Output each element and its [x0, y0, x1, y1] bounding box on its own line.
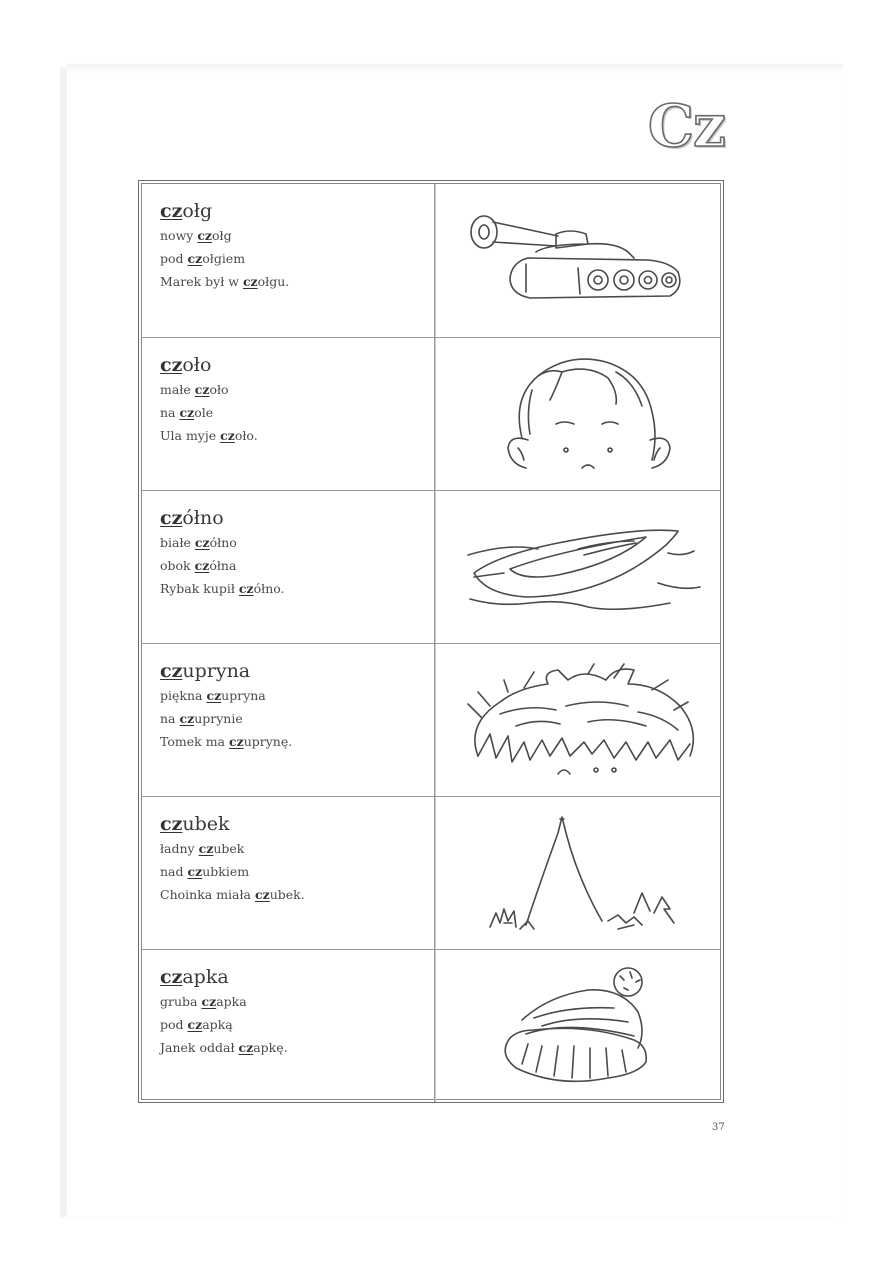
word-title — [160, 505, 428, 531]
word-row — [142, 490, 720, 643]
phrase-text: ołgiem — [202, 251, 246, 266]
phrase-highlight: cz — [187, 864, 203, 879]
phrase-line — [160, 883, 428, 906]
column-divider — [434, 950, 436, 1102]
column-divider — [434, 644, 436, 796]
canoe-icon — [438, 491, 722, 642]
word-title-rest: apka — [182, 966, 229, 988]
phrase-text: ubek. — [269, 887, 305, 902]
phrase-text: gruba — [160, 994, 202, 1009]
word-row — [142, 337, 720, 490]
phrase-text: Choinka miała — [160, 887, 255, 902]
word-title — [160, 811, 428, 837]
phrase-line — [160, 990, 428, 1013]
phrase-line — [160, 730, 428, 753]
letter-heading: Cz — [647, 92, 725, 160]
phrase-highlight: cz — [179, 405, 195, 420]
phrase-highlight: cz — [197, 228, 213, 243]
picture-cell — [438, 950, 722, 1102]
phrase-text: uprynę. — [243, 734, 293, 749]
phrase-text: Ula myje — [160, 428, 221, 443]
phrase-line — [160, 424, 428, 447]
column-divider — [434, 184, 436, 337]
phrase-text: białe — [160, 535, 195, 550]
page-top-shadow — [67, 64, 843, 74]
phrase-text: Janek oddał — [160, 1040, 239, 1055]
phrase-text: apką — [202, 1017, 233, 1032]
word-text-cell — [160, 352, 428, 447]
phrase-line — [160, 860, 428, 883]
word-title-highlight: cz — [160, 200, 183, 222]
phrase-text: ółno — [209, 535, 237, 550]
hair-tuft-icon — [438, 644, 722, 795]
picture-cell — [438, 184, 722, 337]
phrase-highlight: cz — [187, 1017, 203, 1032]
phrase-highlight: cz — [242, 274, 258, 289]
word-row — [142, 796, 720, 949]
word-text-cell — [160, 964, 428, 1059]
word-title — [160, 198, 428, 224]
phrase-text: pod — [160, 251, 188, 266]
phrase-text: nad — [160, 864, 188, 879]
word-title — [160, 352, 428, 378]
phrase-line — [160, 554, 428, 577]
phrase-highlight: cz — [201, 994, 217, 1009]
phrase-text: ółna — [209, 558, 237, 573]
word-title-rest: ółno — [182, 507, 224, 529]
word-row — [142, 184, 720, 337]
phrase-text: ubek — [213, 841, 245, 856]
column-divider — [434, 797, 436, 949]
phrase-text: obok — [160, 558, 195, 573]
word-title-highlight: cz — [160, 507, 183, 529]
phrase-line — [160, 837, 428, 860]
phrase-text: ole — [194, 405, 214, 420]
word-text-cell — [160, 198, 428, 293]
word-title-highlight: cz — [160, 813, 183, 835]
picture-cell — [438, 644, 722, 796]
phrase-line — [160, 1013, 428, 1036]
treetop-icon — [438, 797, 722, 948]
column-divider — [434, 491, 436, 643]
phrase-line — [160, 707, 428, 730]
word-table-inner — [141, 183, 721, 1100]
word-title-highlight: cz — [160, 966, 183, 988]
phrase-line — [160, 224, 428, 247]
phrase-line — [160, 684, 428, 707]
tank-icon — [438, 184, 722, 335]
picture-cell — [438, 491, 722, 643]
column-divider — [434, 338, 436, 490]
page-number: 37 — [712, 1122, 725, 1133]
word-row — [142, 949, 720, 1102]
word-text-cell — [160, 505, 428, 600]
phrase-highlight: cz — [194, 558, 210, 573]
phrase-text: ubkiem — [202, 864, 250, 879]
phrase-text: ołg — [212, 228, 232, 243]
phrase-highlight: cz — [238, 581, 254, 596]
word-title-highlight: cz — [160, 354, 183, 376]
phrase-highlight: cz — [254, 887, 270, 902]
winter-hat-icon — [438, 950, 722, 1101]
word-title-rest: ubek — [182, 813, 230, 835]
phrase-text: pod — [160, 1017, 188, 1032]
phrase-line — [160, 270, 428, 293]
phrase-text: Rybak kupił — [160, 581, 239, 596]
picture-cell — [438, 338, 722, 490]
word-title — [160, 964, 428, 990]
phrase-highlight: cz — [194, 535, 210, 550]
phrase-text: piękna — [160, 688, 207, 703]
phrase-text: ółno. — [253, 581, 285, 596]
word-title — [160, 658, 428, 684]
phrase-text: na — [160, 405, 180, 420]
phrase-highlight: cz — [187, 251, 203, 266]
word-text-cell — [160, 811, 428, 906]
phrase-line — [160, 1036, 428, 1059]
phrase-text: małe — [160, 382, 195, 397]
phrase-line — [160, 247, 428, 270]
phrase-text: nowy — [160, 228, 198, 243]
phrase-highlight: cz — [194, 382, 210, 397]
word-row — [142, 643, 720, 796]
phrase-text: ładny — [160, 841, 199, 856]
word-title-rest: ołg — [182, 200, 213, 222]
word-title-highlight: cz — [160, 660, 183, 682]
phrase-text: na — [160, 711, 180, 726]
phrase-highlight: cz — [220, 428, 235, 443]
phrase-line — [160, 577, 428, 600]
phrase-highlight: cz — [238, 1040, 254, 1055]
phrase-highlight: cz — [198, 841, 214, 856]
phrase-highlight: cz — [228, 734, 244, 749]
phrase-highlight: cz — [206, 688, 222, 703]
phrase-text: apka — [216, 994, 247, 1009]
child-forehead-icon — [438, 338, 722, 489]
word-title-rest: oło — [182, 354, 212, 376]
phrase-text: Tomek ma — [160, 734, 229, 749]
word-table — [138, 180, 724, 1103]
phrase-line — [160, 378, 428, 401]
phrase-text: upryna — [221, 688, 266, 703]
phrase-text: uprynie — [194, 711, 243, 726]
phrase-text: oło — [209, 382, 229, 397]
word-text-cell — [160, 658, 428, 753]
phrase-line — [160, 401, 428, 424]
word-title-rest: upryna — [182, 660, 251, 682]
phrase-text: oło. — [234, 428, 258, 443]
phrase-text: ołgu. — [257, 274, 290, 289]
phrase-text: Marek był w — [160, 274, 243, 289]
phrase-highlight: cz — [179, 711, 195, 726]
picture-cell — [438, 797, 722, 949]
phrase-text: apkę. — [253, 1040, 288, 1055]
phrase-line — [160, 531, 428, 554]
